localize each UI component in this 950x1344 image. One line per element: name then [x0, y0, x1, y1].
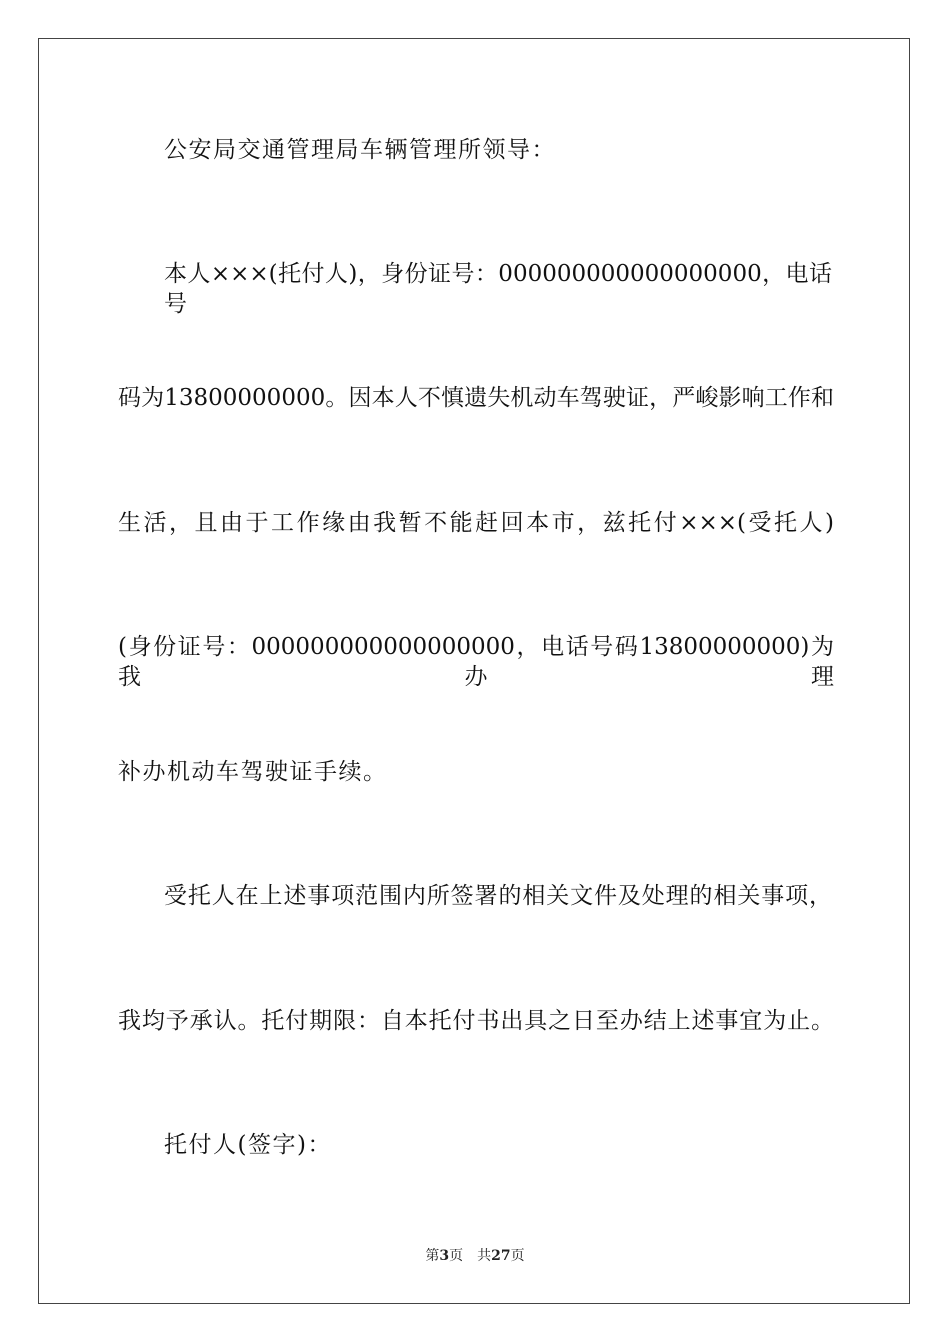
signature-line: 托付人(签字)： — [164, 1132, 332, 1158]
body-line-4: (身份证号：000000000000000000，电话号码13800000000)为我办理 — [118, 634, 834, 690]
total-pages: 27 — [491, 1248, 511, 1264]
body-line-1: 本人×××(托付人)，身份证号：000000000000000000，电话号 — [164, 261, 832, 317]
body-line-5: 补办机动车驾驶证手续。 — [118, 759, 388, 785]
page-footer — [0, 1246, 950, 1266]
body-line-3: 生活，且由于工作缘由我暂不能赶回本市，兹托付×××(受托人) — [118, 510, 834, 536]
body-line-6: 受托人在上述事项范围内所签署的相关文件及处理的相关事项， — [164, 883, 832, 909]
page-suffix: 页 — [449, 1248, 464, 1264]
page-number: 3 — [439, 1248, 450, 1264]
total-suffix: 页 — [510, 1248, 525, 1264]
page-prefix: 第 — [425, 1248, 440, 1264]
body-line-7: 我均予承认。托付期限：自本托付书出具之日至办结上述事宜为止。 — [118, 1008, 834, 1034]
total-prefix: 共 — [477, 1248, 492, 1264]
body-line-2: 码为13800000000。因本人不慎遗失机动车驾驶证，严峻影响工作和 — [118, 385, 834, 411]
salutation-line: 公安局交通管理局车辆管理所领导： — [164, 137, 556, 163]
